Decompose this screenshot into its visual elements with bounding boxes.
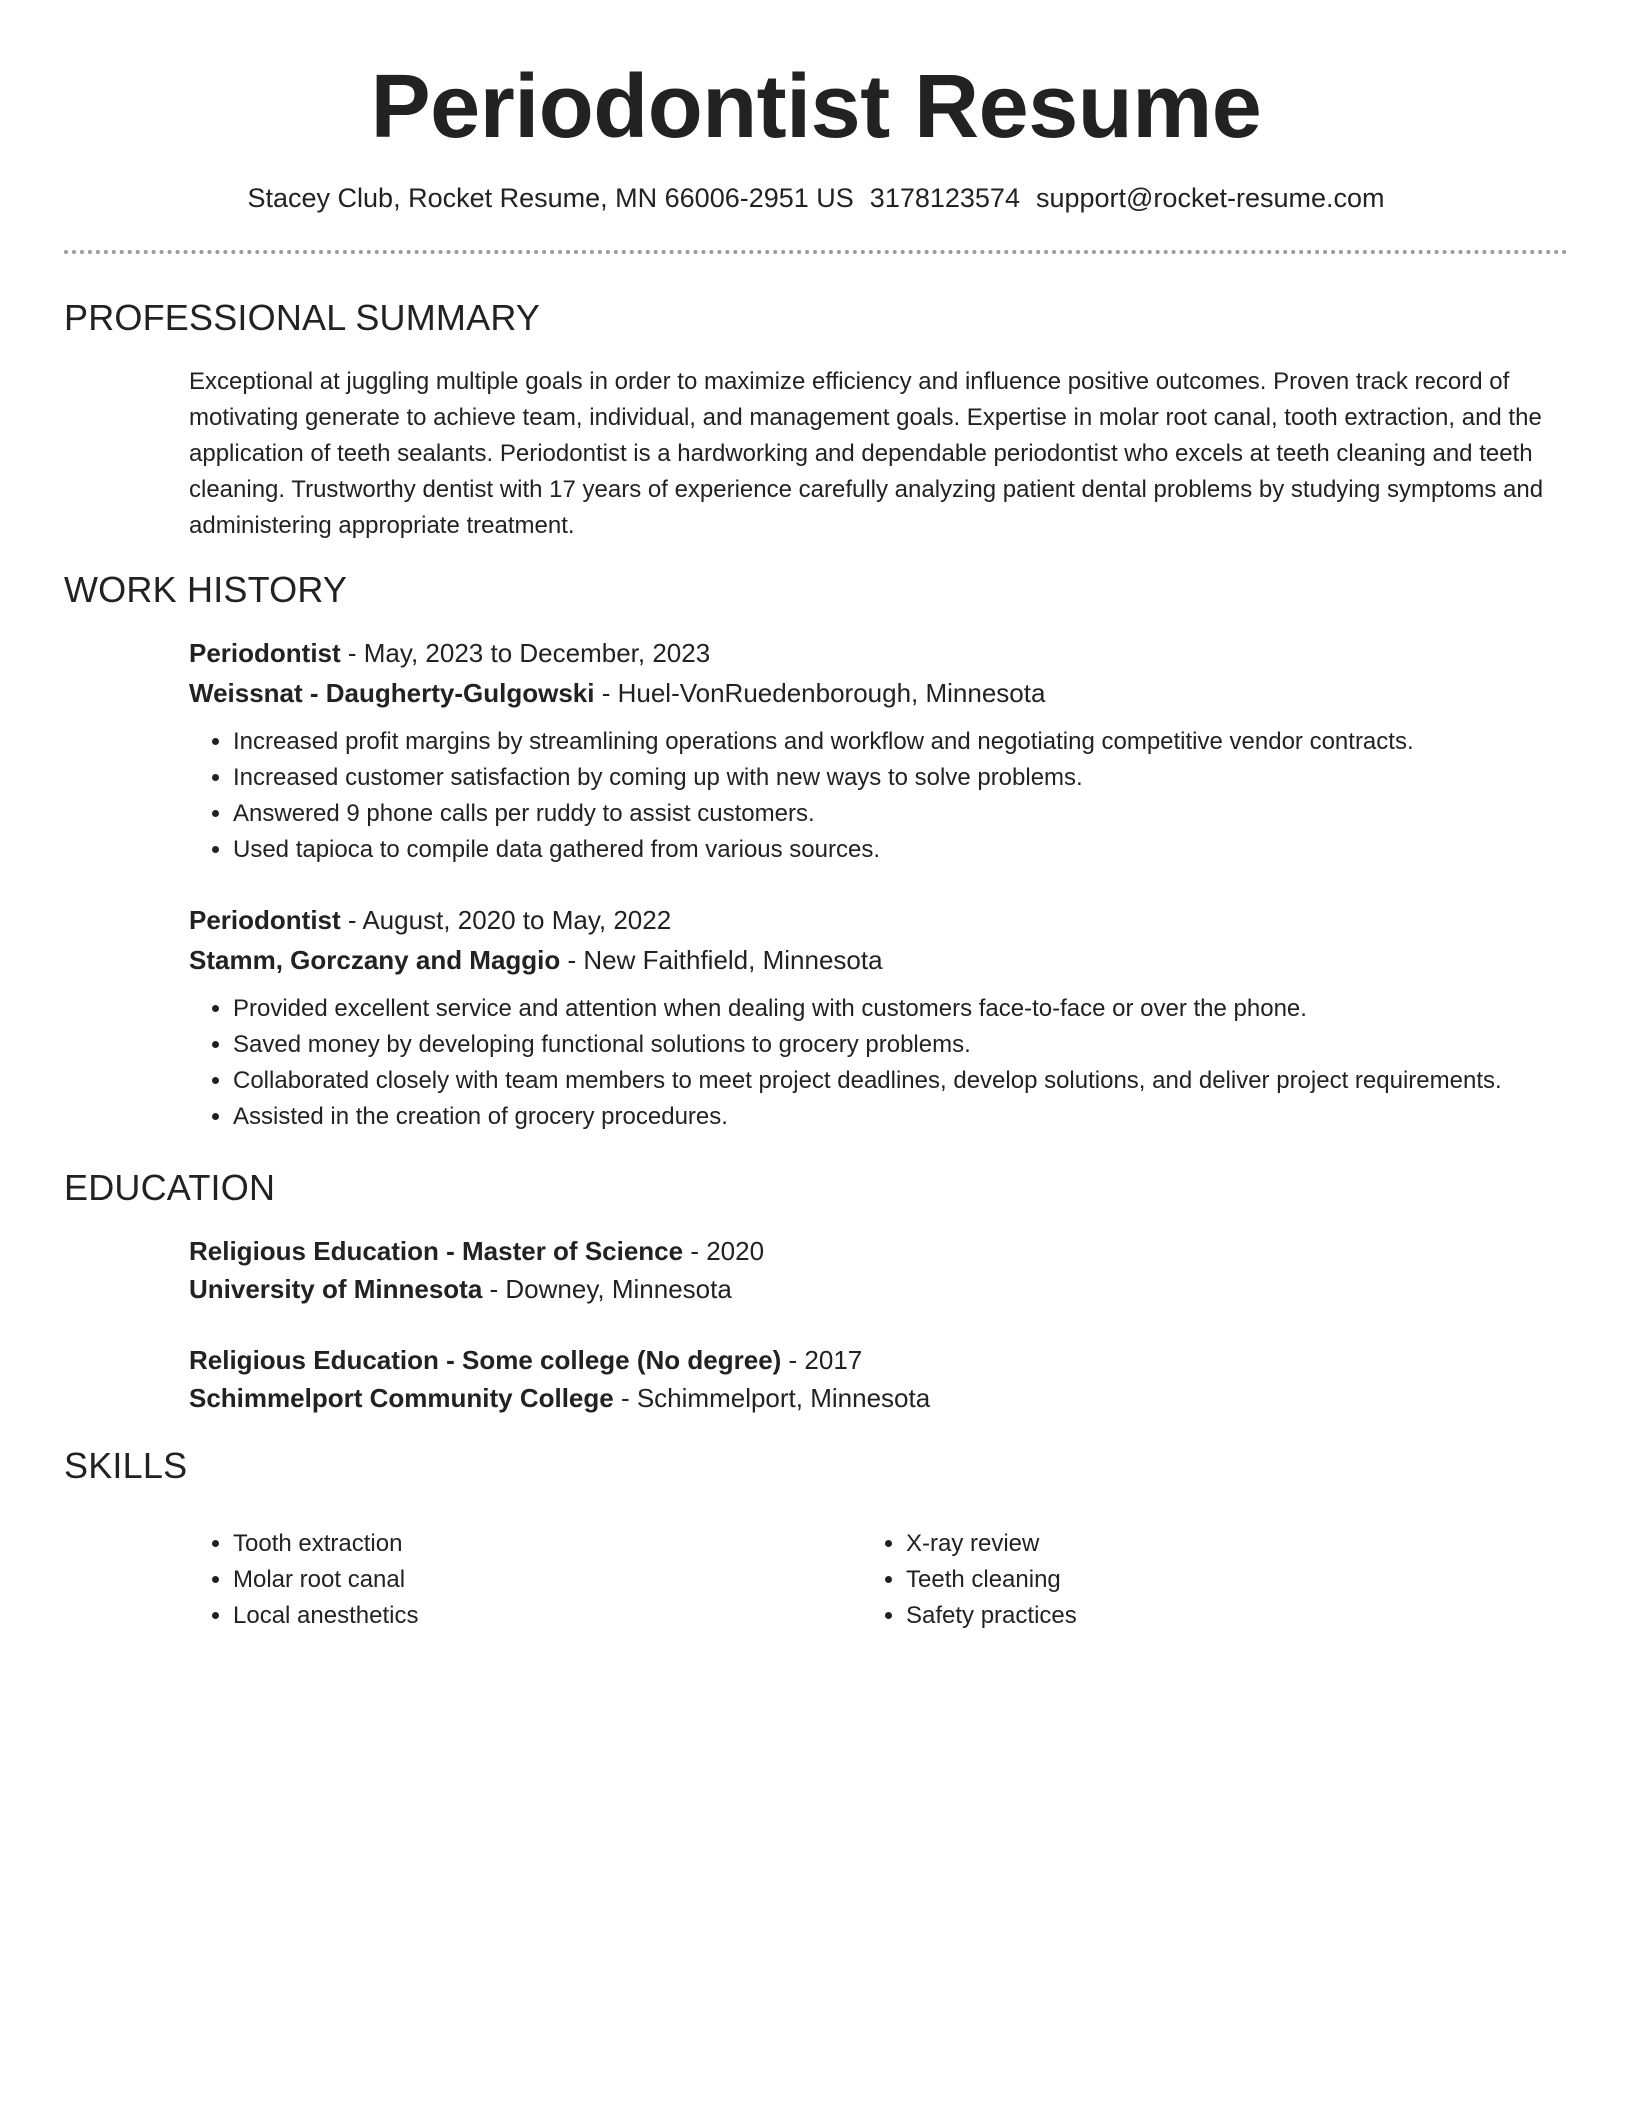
contact-line: [0, 180, 1632, 216]
list-item: • Increased customer satisfaction by coming up with new ways to solve problems.: [233, 760, 1569, 796]
job-role: Periodontist: [189, 638, 341, 668]
job-location: - Huel-VonRuedenborough, Minnesota: [594, 678, 1046, 708]
education-heading: EDUCATION: [64, 1167, 276, 1208]
list-item: • Increased profit margins by streamlining operations and workflow and negotiating competitive vendor contracts.: [233, 724, 1569, 760]
skill-item: • Local anesthetics: [233, 1598, 418, 1634]
skills-column-right: [862, 1526, 1077, 1634]
work-company-row: [189, 674, 1569, 712]
contact-phone: 3178123574: [869, 183, 1020, 213]
education-school-row: [189, 1379, 1569, 1417]
list-item: • Collaborated closely with team members to meet project deadlines, develop solutions, and deliver project requirements.: [233, 1063, 1569, 1099]
education-entry: [189, 1232, 1569, 1308]
skills-list: [189, 1526, 418, 1634]
degree-year: - 2017: [781, 1345, 863, 1375]
job-company: Weissnat - Daugherty-Gulgowski: [189, 678, 595, 708]
skill-item: • Teeth cleaning: [906, 1562, 1077, 1598]
skill-item: • Tooth extraction: [233, 1526, 418, 1562]
job-bullets: [189, 991, 1569, 1135]
job-role: Periodontist: [189, 905, 341, 935]
school-name: Schimmelport Community College: [189, 1383, 614, 1413]
contact-email: support@rocket-resume.com: [1035, 183, 1385, 213]
work-title-row: [189, 901, 1569, 939]
work-title-row: [189, 634, 1569, 672]
education-entry: [189, 1341, 1569, 1417]
summary-heading: PROFESSIONAL SUMMARY: [64, 297, 541, 338]
work-company-row: [189, 941, 1569, 979]
skills-list: [862, 1526, 1077, 1634]
list-item: • Assisted in the creation of grocery procedures.: [233, 1099, 1569, 1135]
job-dates: - August, 2020 to May, 2022: [340, 905, 672, 935]
summary-text: Exceptional at juggling multiple goals in order to maximize efficiency and influence positive outcomes. Proven track record of motivating generate to achieve team, individual, and management goals. Expertise in molar root canal, tooth extraction, and the application of teeth sealants. Periodontist is a hardworking and dependable periodontist who excels at teeth cleaning and teeth cleaning. Trustworthy dentist with 17 years of experience carefully analyzing patient dental problems by studying symptoms and administering appropriate treatment.: [189, 368, 1544, 539]
job-dates: - May, 2023 to December, 2023: [340, 638, 711, 668]
work-entry: [189, 634, 1569, 868]
contact-address: Stacey Club, Rocket Resume, MN 66006-2951 US: [247, 183, 854, 213]
skills-heading: SKILLS: [64, 1445, 188, 1486]
page-title: Periodontist Resume: [370, 57, 1262, 157]
degree-name: Religious Education - Master of Science: [189, 1236, 684, 1266]
school-location: - Downey, Minnesota: [482, 1274, 732, 1304]
job-bullets: [189, 724, 1569, 868]
degree-year: - 2020: [683, 1236, 765, 1266]
list-item: • Saved money by developing functional solutions to grocery problems.: [233, 1027, 1569, 1063]
school-name: University of Minnesota: [189, 1274, 483, 1304]
education-school-row: [189, 1270, 1569, 1308]
degree-name: Religious Education - Some college (No degree): [189, 1345, 782, 1375]
job-company: Stamm, Gorczany and Maggio: [189, 945, 561, 975]
job-location: - New Faithfield, Minnesota: [560, 945, 883, 975]
skill-item: • Molar root canal: [233, 1562, 418, 1598]
header-divider: [64, 250, 1568, 254]
school-location: - Schimmelport, Minnesota: [613, 1383, 931, 1413]
skill-item: • Safety practices: [906, 1598, 1077, 1634]
education-degree-row: [189, 1232, 1569, 1270]
work-entry: [189, 901, 1569, 1135]
work-history-heading: WORK HISTORY: [64, 569, 348, 610]
education-degree-row: [189, 1341, 1569, 1379]
list-item: • Answered 9 phone calls per ruddy to assist customers.: [233, 796, 1569, 832]
skills-column-left: [189, 1526, 418, 1634]
list-item: • Provided excellent service and attention when dealing with customers face-to-face or over the phone.: [233, 991, 1569, 1027]
list-item: • Used tapioca to compile data gathered from various sources.: [233, 832, 1569, 868]
skill-item: • X-ray review: [906, 1526, 1077, 1562]
